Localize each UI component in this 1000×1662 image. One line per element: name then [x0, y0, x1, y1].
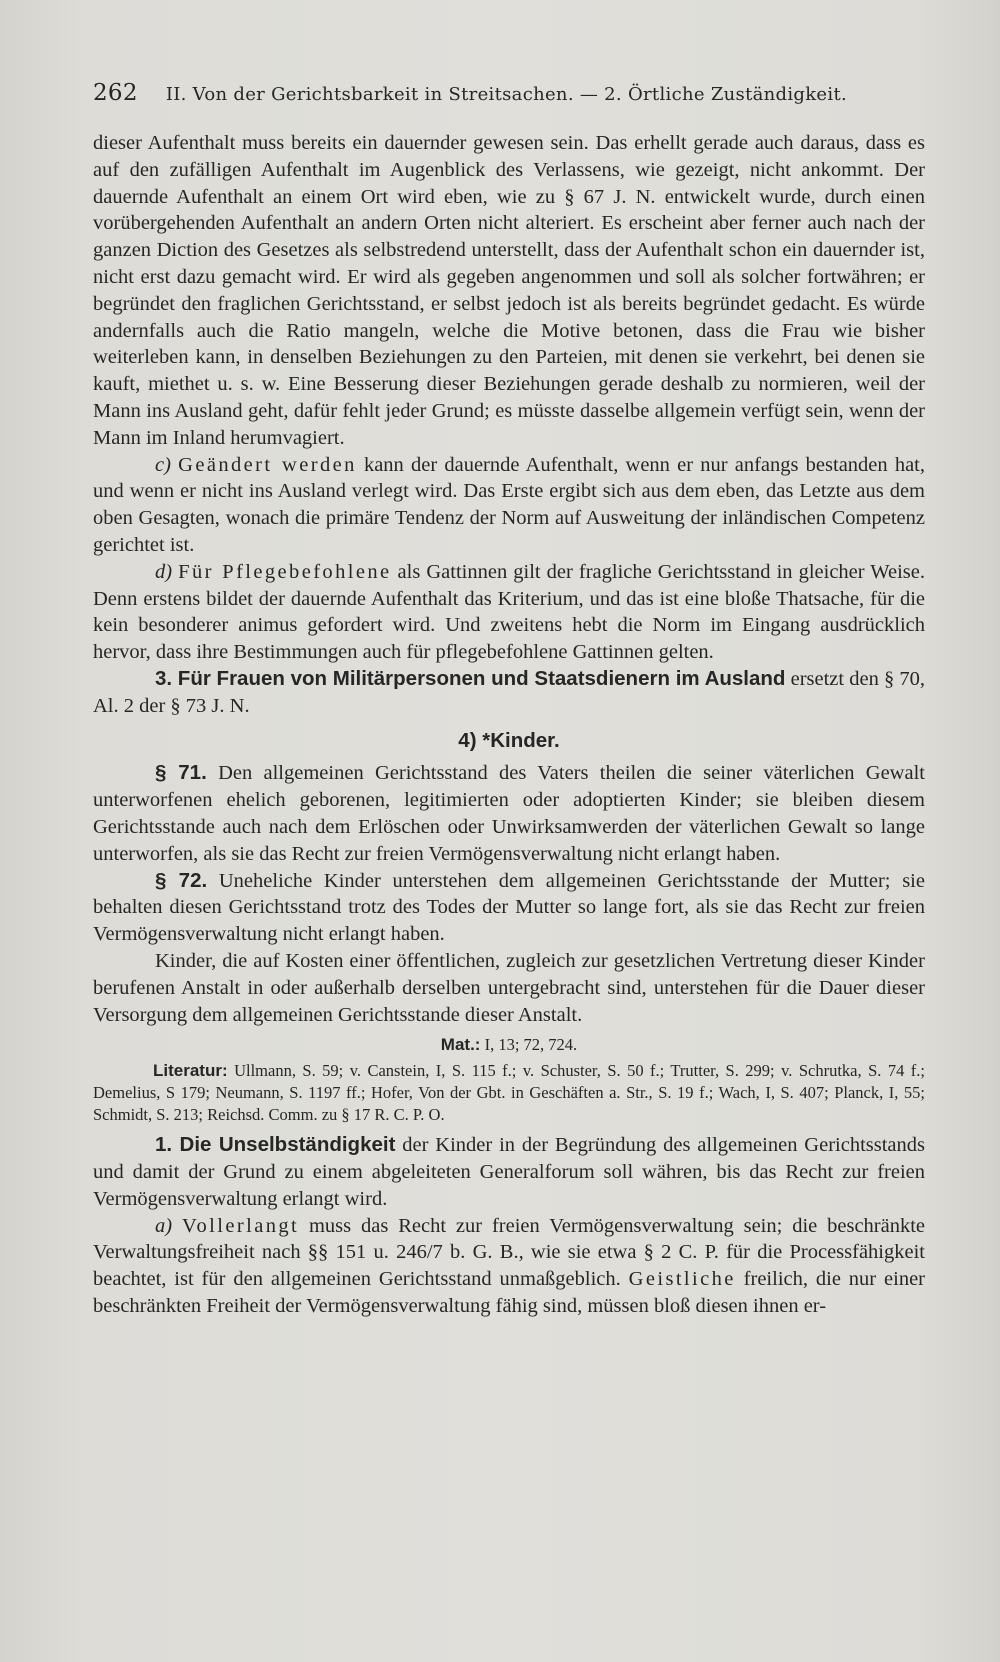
- paragraph-3: [93, 666, 925, 720]
- marker-a: a): [155, 1214, 173, 1237]
- bold-lead-1: 1. Die Unselbständigkeit: [155, 1133, 396, 1157]
- section-heading: 4) *Kinder.: [458, 728, 560, 752]
- paragraph-a-text2: freilich, die nur einer beschränkten Freiheit der Vermögensverwaltung fähig sind, müssen bloß diesen ihnen er-: [93, 1268, 925, 1318]
- paragraph-c: [93, 452, 925, 559]
- paragraph-1: [93, 1132, 925, 1212]
- running-header: [93, 80, 893, 106]
- spaced-lead-c: Geändert werden: [178, 453, 357, 476]
- paragraph-1-text: der Kinder in der Begründung des allgemeinen Gerichtsstands und damit der Grund zu einem abgeleiteten Generalforum soll währen, bis das Recht zur freien Vermögensverwaltung erlangt wird.: [93, 1134, 925, 1210]
- materials-label: Mat.:: [440, 1035, 481, 1055]
- marker-c: c): [155, 453, 171, 476]
- statute-71: [93, 760, 925, 867]
- materials-text: I, 13; 72, 724.: [484, 1035, 578, 1055]
- paragraph-continued: dieser Aufenthalt muss bereits ein dauernder gewesen sein. Das erhellt gerade auch daraus, dass es auf den zufälligen Aufenthalt im Augenblick des Verlassens, wie gezeigt, nicht ankommt. Der dauernde Aufenthalt an einem Ort wird eben, wie zu § 67 J. N. entwickelt wurde, durch einen vorübergehenden Aufenthalt an andern Orten nicht alteriert. Es erscheint aber ferner auch nach der ganzen Diction des Gesetzes als selbstredend unterstellt, dass der Aufenthalt schon ein dauernder ist, nicht erst dazu gemacht wird. Er wird als gegeben angenommen und soll als solcher fortwähren; er begründet den fraglichen Gerichtsstand, er selbst jedoch ist als bereits begründet gedacht. Es würde andernfalls auch die Ratio mangeln, welche die Motive betonen, dass die Frau wie bisher weiterleben kann, in denselben Beziehungen zu den Parteien, mit denen sie verkehrt, bei denen sie kauft, miethet u. s. w. Eine Besserung dieser Beziehungen gerade deshalb zu normieren, weil der Mann ins Ausland geht, dafür fehlt jeder Grund; es müsste dasselbe allgemein verfügt sein, wenn der Mann im Inland herumvagiert.: [93, 132, 925, 449]
- references-block: [93, 1034, 925, 1126]
- section-number-71: § 71.: [155, 761, 207, 785]
- paragraph-a: [93, 1213, 925, 1320]
- statute-72-text: Uneheliche Kinder unterstehen dem allgemeinen Gerichtsstande der Mutter; sie behalten diesen Gerichtsstand trotz des Todes der Mutter so lange fort, als sie das Recht zur freien Vermögensverwaltung nicht erlangt haben.: [93, 869, 925, 946]
- paragraph-d-text: als Gattinnen gilt der fragliche Gerichtsstand in gleicher Weise. Denn erstens bildet der dauernde Aufenthalt das Kriterium, und das ist eine bloße Thatsache, für die kein besonderer animus gefordert wird. Und zweitens hebt die Norm im Eingang ausdrücklich hervor, dass ihre Bestimmungen auch für pflegebefohlene Gattinnen gelten.: [93, 560, 925, 664]
- literature-line: [93, 1060, 925, 1126]
- section-number-72: § 72.: [155, 868, 208, 892]
- literature-text: Ullmann, S. 59; v. Canstein, I, S. 115 f.; v. Schuster, S. 50 f.; Trutter, S. 299; v. Schrutka, S. 74 f.; Demelius, S 179; Neumann, S. 1197 ff.; Hofer, Von der Gbt. in Geschäften a. Str., S. 19 f.; Wach, I, S. 407; Planck, I, 55; Schmidt, S. 213; Reichsd. Comm. zu § 17 R. C. P. O.: [93, 1061, 925, 1125]
- paragraph-3-text: ersetzt den § 70, Al. 2 der § 73 J. N.: [93, 667, 926, 717]
- body-text: [93, 130, 925, 1320]
- paragraph-a-text: muss das Recht zur freien Vermögensverwaltung sein; die beschränkte Verwaltungsfreiheit nach §§ 151 u. 246/7 b. G. B., wie sie etwa § 2 C. P. für die Processfähigkeit beachtet, ist für den allgemeinen Gerichtsstand unmaßgeblich.: [93, 1214, 926, 1291]
- paragraph-d: [93, 559, 925, 666]
- literature-label: Literatur:: [153, 1061, 228, 1081]
- bold-lead-3: 3. Für Frauen von Militärpersonen und Staatsdienern im Ausland: [155, 666, 786, 690]
- statute-72: [93, 868, 925, 948]
- statute-71-text: Den allgemeinen Gerichtsstand des Vaters theilen die seiner väterlichen Gewalt unterworfenen ehelich geborenen, legitimierten oder adoptierten Kinder; sie bleiben diesem Gerichtsstande auch nach dem Erlöschen oder Unwirksamwerden der väterlichen Gewalt so lange unterworfen, als sie das Recht zur freien Vermögensverwaltung nicht erlangt haben.: [93, 762, 925, 865]
- marker-d: d): [155, 560, 173, 583]
- spaced-lead-a2: Geistliche: [628, 1268, 736, 1291]
- statute-72-para2: Kinder, die auf Kosten einer öffentlichen, zugleich zur gesetzlichen Vertretung dieser Kinder berufenen Anstalt in oder außerhalb derselben untergebracht sind, unterstehen für die Dauer dieser Versorgung dem allgemeinen Gerichtsstande dieser Anstalt.: [93, 949, 925, 1026]
- page-number: 262: [93, 80, 138, 106]
- spaced-lead-a: Vollerlangt: [181, 1214, 300, 1237]
- paragraph-c-text: kann der dauernde Aufenthalt, wenn er nur anfangs bestanden hat, und wenn er nicht ins Ausland verlegt wird. Das Erste ergibt sich aus dem eben, das Letzte aus dem oben Gesagten, wonach die primäre Tendenz der Norm auf Ausweitung der inländischen Competenz gerichtet ist.: [93, 453, 925, 556]
- spaced-lead-d: Für Pflegebefohlene: [178, 560, 392, 583]
- materials-line: [93, 1034, 925, 1056]
- running-title: II. Von der Gerichtsbarkeit in Streitsachen. — 2. Örtliche Zuständigkeit.: [165, 84, 847, 105]
